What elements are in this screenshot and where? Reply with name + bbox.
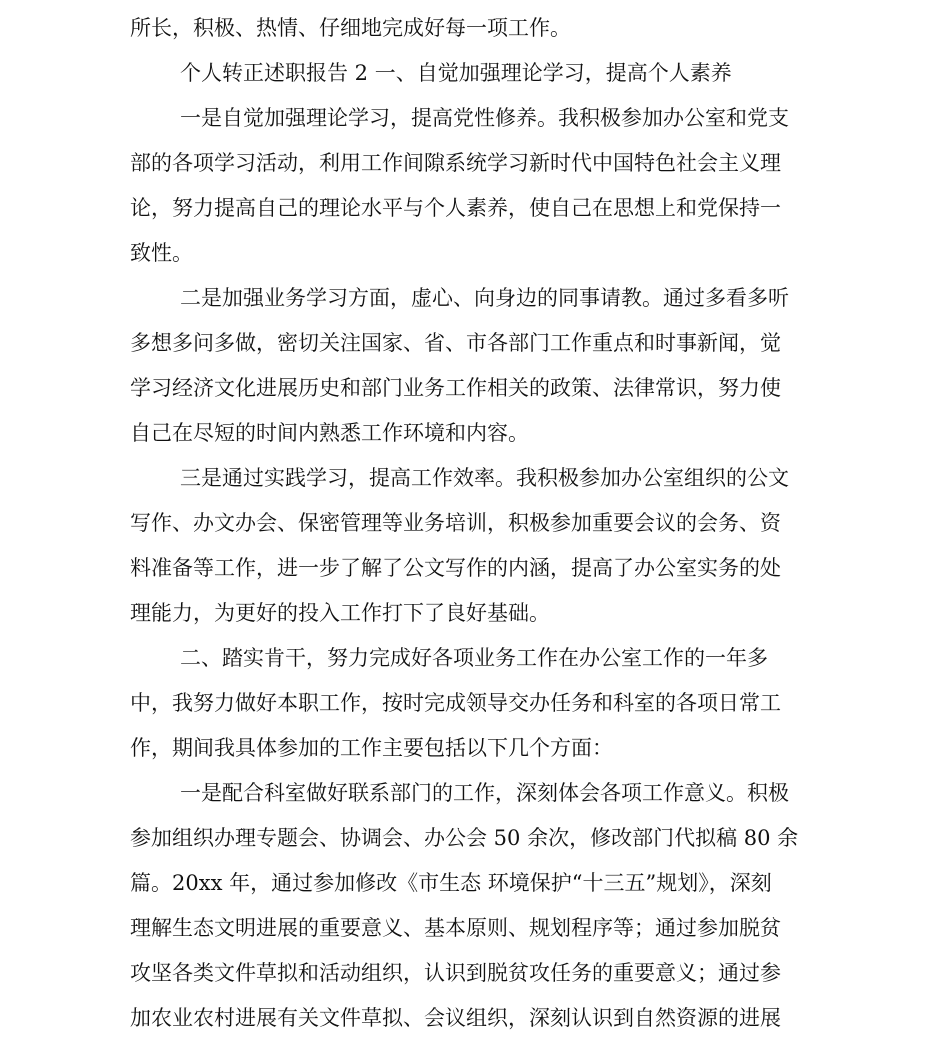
text-line: 所长，积极、热情、仔细地完成好每一项工作。 (130, 16, 571, 40)
text-line: 料准备等工作，进一步了解了公文写作的内涵，提高了办公室实务的处 (130, 556, 781, 580)
text-line: 篇。20xx 年，通过参加修改《市生态 环境保护“十三五”规划》，深刻 (130, 871, 772, 895)
document-body (130, 6, 820, 1041)
text-line: 学习经济文化进展历史和部门业务工作相关的政策、法律常识，努力使 (130, 376, 781, 400)
text-line: 攻坚各类文件草拟和活动组织，认识到脱贫攻任务的重要意义；通过参 (130, 961, 781, 985)
text-line: 多想多问多做，密切关注国家、省、市各部门工作重点和时事新闻，觉 (130, 331, 781, 355)
paragraph-line: 三是通过实践学习，提高工作效率。我积极参加办公室组织的公文 (180, 466, 789, 490)
text-line: 部的各项学习活动，利用工作间隙系统学习新时代中国特色社会主义理 (130, 151, 781, 175)
text-line: 作，期间我具体参加的工作主要包括以下几个方面： (130, 736, 613, 760)
text-line: 个人转正述职报告 2 一、自觉加强理论学习，提高个人素养 (180, 61, 732, 85)
text-line: 参加组织办理专题会、协调会、办公会 50 余次，修改部门代拟稿 80 余 (130, 826, 799, 850)
text-line: 理解生态文明进展的重要意义、基本原则、规划程序等；通过参加脱贫 (130, 916, 781, 940)
paragraph-line: 一是自觉加强理论学习，提高党性修养。我积极参加办公室和党支 (180, 106, 789, 130)
text-line: 中，我努力做好本职工作，按时完成领导交办任务和科室的各项日常工 (130, 691, 781, 715)
text-line: 致性。 (130, 241, 193, 265)
text-line: 自己在尽短的时间内熟悉工作环境和内容。 (130, 421, 529, 445)
paragraph-line: 一是配合科室做好联系部门的工作，深刻体会各项工作意义。积极 (180, 781, 789, 805)
text-line: 理能力，为更好的投入工作打下了良好基础。 (130, 601, 550, 625)
paragraph-line: 二、踏实肯干，努力完成好各项业务工作在办公室工作的一年多 (180, 646, 768, 670)
paragraph-line: 二是加强业务学习方面，虚心、向身边的同事请教。通过多看多听 (180, 286, 789, 310)
text-line: 写作、办文办会、保密管理等业务培训，积极参加重要会议的会务、资 (130, 511, 781, 535)
text-line: 论，努力提高自己的理论水平与个人素养，使自己在思想上和党保持一 (130, 196, 781, 220)
text-line: 加农业农村进展有关文件草拟、会议组织，深刻认识到自然资源的进展 (130, 1006, 781, 1030)
